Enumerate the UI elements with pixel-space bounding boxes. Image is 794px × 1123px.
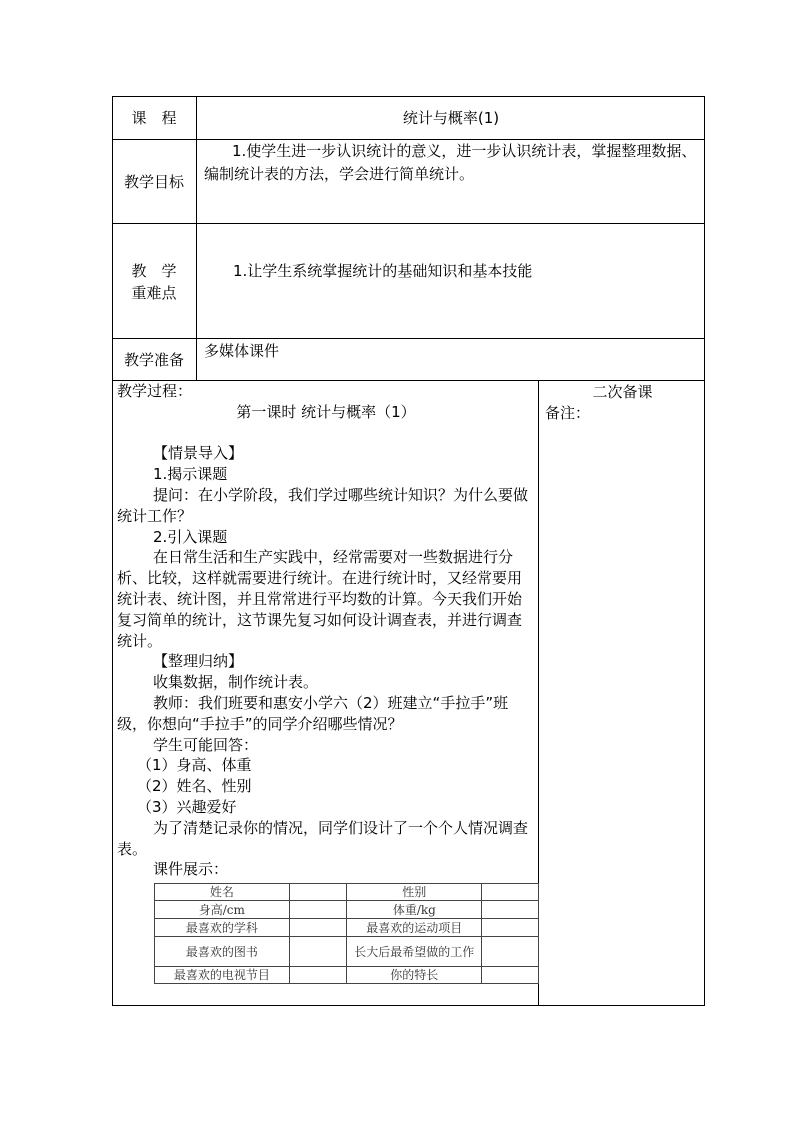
table-cell — [482, 884, 539, 901]
paragraph: 教师：我们班要和惠安小学六（2）班建立“手拉手”班级，你想向“手拉手”的同学介绍哪些情况？ — [117, 693, 509, 733]
table-cell — [482, 919, 539, 937]
table-cell — [482, 901, 539, 919]
answer-item: （1）身高、体重 — [137, 756, 252, 775]
section-heading: 【整理归纳】 — [153, 652, 244, 671]
table-cell: 最喜欢的电视节目 — [155, 967, 290, 984]
goal-label: 教学目标 — [123, 173, 184, 191]
table-cell — [289, 901, 347, 919]
table-cell — [289, 919, 347, 937]
table-cell — [289, 967, 347, 984]
spacer — [117, 423, 535, 444]
paragraph: 在日常生活和生产实践中，经常需要对一些数据进行分析、比较，这样就需要进行统计。在进行统计时，又经常要用统计表、统计图，并且常常进行平均数的计算。今天我们开始复习简单的统计，这节课先复习如何设计调查表，并进行调查统计。 — [117, 548, 523, 650]
row-divider — [112, 338, 705, 339]
key-text: 1.让学生系统掌握统计的基础知识和基本技能 — [233, 262, 533, 280]
table-cell — [482, 937, 539, 967]
table-cell: 体重/kg — [347, 901, 482, 919]
key-label-line1: 教 学 — [131, 262, 177, 280]
paragraph: 1.揭示课题 — [153, 465, 228, 484]
survey-table-image — [154, 883, 539, 984]
secondary-prep-title: 二次备课 — [592, 383, 653, 401]
prep-text: 多媒体课件 — [204, 342, 280, 360]
column-divider — [196, 96, 197, 380]
table-cell: 长大后最希望做的工作 — [347, 937, 482, 967]
answer-item: （2）姓名、性别 — [137, 777, 252, 796]
table-cell — [482, 967, 539, 984]
prep-label: 教学准备 — [123, 351, 184, 369]
paragraph: 2.引入课题 — [153, 527, 228, 546]
row-divider — [112, 223, 705, 224]
course-title: 统计与概率(1) — [402, 109, 500, 127]
table-cell: 最喜欢的运动项目 — [347, 919, 482, 937]
section-heading: 【情景导入】 — [153, 444, 244, 463]
course-label: 课 程 — [131, 109, 177, 127]
goal-text: 1.使学生进一步认识统计的意义，进一步认识统计表，掌握整理数据、编制统计表的方法，学会进行简单统计。 — [204, 142, 697, 183]
lesson-title: 第一课时 统计与概率（1） — [236, 402, 416, 421]
key-label-line2: 重难点 — [131, 284, 177, 302]
table-cell: 最喜欢的学科 — [155, 919, 290, 937]
notes-label: 备注： — [545, 404, 591, 422]
table-cell: 性别 — [347, 884, 482, 901]
process-section — [117, 381, 535, 880]
paragraph: 学生可能回答： — [153, 735, 259, 754]
table-cell: 你的特长 — [347, 967, 482, 984]
table-cell — [289, 937, 347, 967]
answer-item: （3）兴趣爱好 — [137, 797, 237, 816]
table-cell: 姓名 — [155, 884, 290, 901]
table-cell — [289, 884, 347, 901]
table-cell: 最喜欢的图书 — [155, 937, 290, 967]
paragraph: 提问：在小学阶段，我们学过哪些统计知识？为什么要做统计工作？ — [117, 485, 529, 525]
paragraph: 为了清楚记录你的情况，同学们设计了一个个人情况调查表。 — [117, 818, 529, 858]
paragraph: 收集数据，制作统计表。 — [153, 673, 319, 692]
paragraph: 课件展示： — [153, 860, 229, 879]
process-label: 教学过程： — [117, 382, 193, 400]
table-cell: 身高/cm — [155, 901, 290, 919]
